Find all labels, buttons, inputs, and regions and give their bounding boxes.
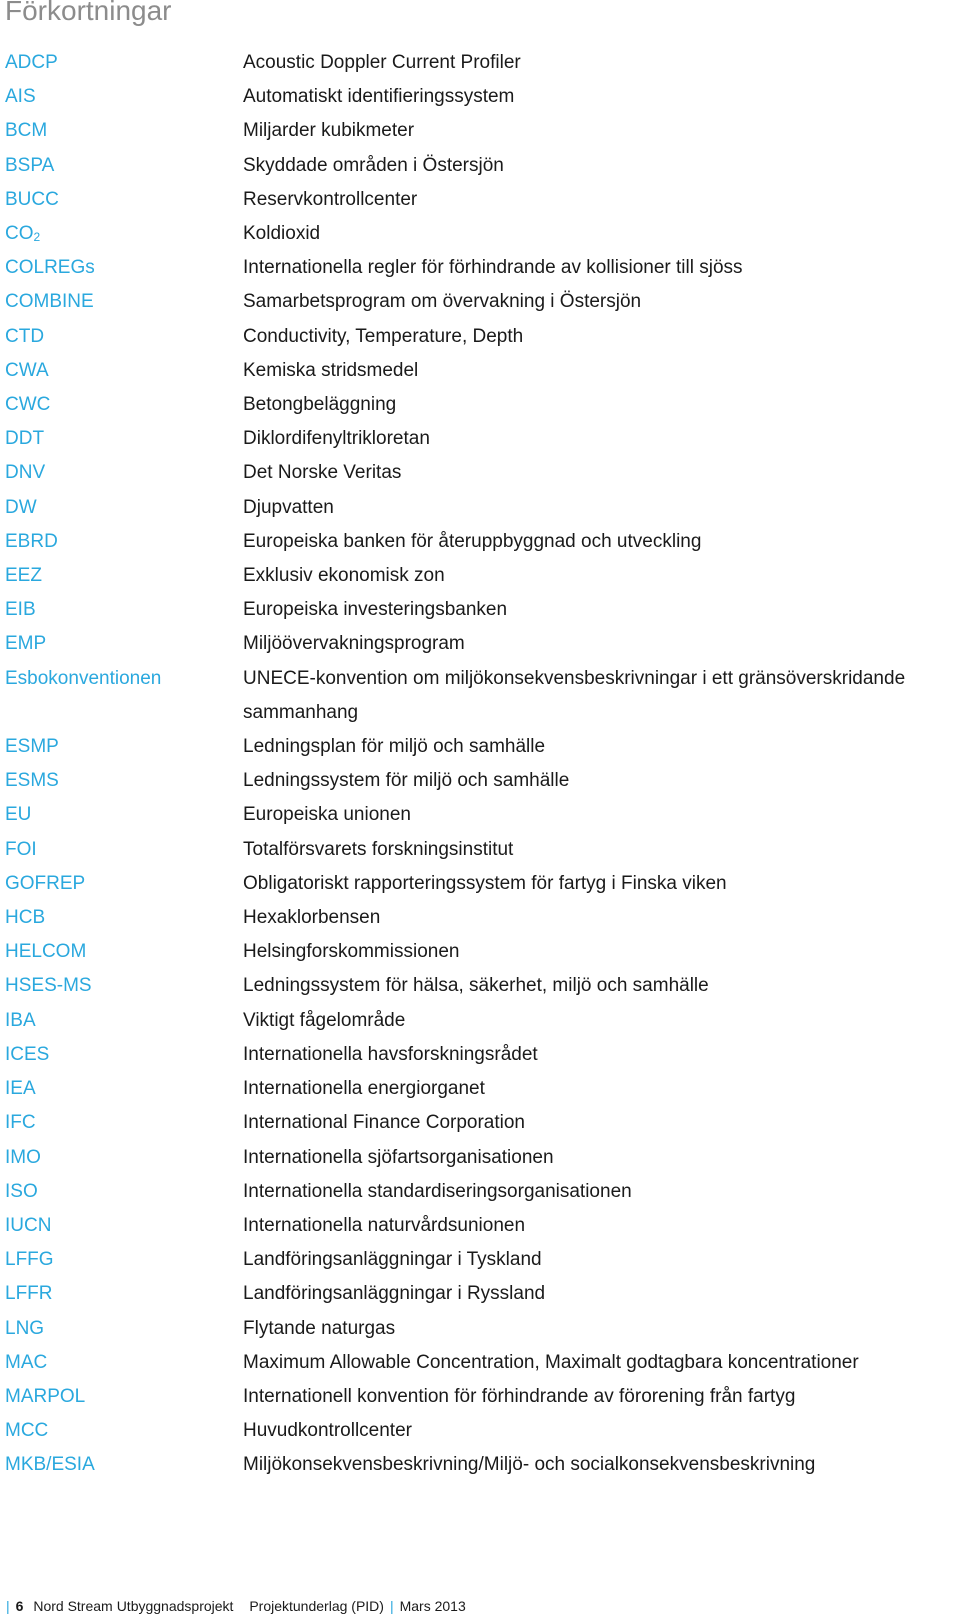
abbreviation-term: HCB (5, 907, 46, 929)
abbreviation-term: COLREGs (5, 257, 95, 279)
abbreviation-definition: Koldioxid (243, 223, 321, 245)
page-title: Förkortningar (5, 0, 172, 26)
list-item (0, 183, 960, 217)
abbreviation-term: DDT (5, 428, 45, 450)
footer-project: Nord Stream (33, 1598, 113, 1614)
abbreviation-definition: Internationell konvention för förhindrande av förorening från fartyg (243, 1385, 796, 1407)
abbreviation-list (0, 46, 960, 1483)
list-item (0, 627, 960, 661)
abbreviation-term: LNG (5, 1317, 45, 1339)
list-item (0, 320, 960, 354)
abbreviation-definition: Internationella naturvårdsunionen (243, 1214, 526, 1236)
list-item (0, 593, 960, 627)
abbreviation-definition: Hexaklorbensen (243, 907, 381, 929)
list-item (0, 662, 960, 730)
abbreviation-definition: Internationella energiorganet (243, 1078, 485, 1100)
list-item (0, 833, 960, 867)
abbreviation-term: EIB (5, 599, 36, 621)
list-item (0, 1175, 960, 1209)
list-item (0, 422, 960, 456)
list-item (0, 1141, 960, 1175)
abbreviation-term: MCC (5, 1420, 49, 1442)
list-item (0, 388, 960, 422)
abbreviation-definition: Europeiska banken för återuppbyggnad och utveckling (243, 530, 702, 552)
abbreviation-term: GOFREP (5, 872, 86, 894)
abbreviation-definition: Automatiskt identifieringssystem (243, 86, 515, 108)
footer-project-sub: Utbyggnadsprojekt (116, 1598, 234, 1614)
abbreviation-definition: UNECE-konvention om miljökonsekvensbeskrivningar i ett gränsöverskridande sammanhang (243, 667, 906, 723)
abbreviation-definition: Exklusiv ekonomisk zon (243, 565, 445, 587)
abbreviation-term: ISO (5, 1180, 38, 1202)
list-item (0, 867, 960, 901)
list-item (0, 1004, 960, 1038)
abbreviation-term: MARPOL (5, 1385, 86, 1407)
abbreviation-term: EMP (5, 633, 47, 655)
abbreviation-term: ICES (5, 1043, 50, 1065)
abbreviation-term: FOI (5, 838, 37, 860)
abbreviation-definition: Ledningssystem för hälsa, säkerhet, miljö och samhälle (243, 975, 709, 997)
abbreviation-term: DW (5, 496, 37, 518)
footer-document: Projektunderlag (PID) (249, 1598, 384, 1614)
abbreviation-definition: Diklordifenyltrikloretan (243, 428, 430, 450)
abbreviation-term: EU (5, 804, 32, 826)
list-item (0, 525, 960, 559)
abbreviation-definition: Ledningsplan för miljö och samhälle (243, 736, 546, 758)
abbreviation-definition: Det Norske Veritas (243, 462, 402, 484)
footer-divider: | (389, 1598, 394, 1614)
abbreviation-term: DNV (5, 462, 46, 484)
abbreviation-term: LFFG (5, 1249, 54, 1271)
list-item (0, 114, 960, 148)
abbreviation-definition: Landföringsanläggningar i Tyskland (243, 1249, 542, 1271)
list-item (0, 285, 960, 319)
abbreviation-term: CWC (5, 394, 51, 416)
abbreviation-definition: Europeiska unionen (243, 804, 411, 826)
page-footer (0, 1597, 466, 1615)
list-item (0, 46, 960, 80)
list-item (0, 1346, 960, 1380)
abbreviation-definition: Conductivity, Temperature, Depth (243, 325, 524, 347)
abbreviation-definition: Obligatoriskt rapporteringssystem för fartyg i Finska viken (243, 872, 727, 894)
abbreviation-definition: Betongbeläggning (243, 394, 397, 416)
abbreviation-definition: Flytande naturgas (243, 1317, 396, 1339)
list-item (0, 901, 960, 935)
list-item (0, 764, 960, 798)
abbreviation-term: Esbokonventionen (5, 667, 162, 689)
abbreviation-term: HELCOM (5, 941, 87, 963)
abbreviation-definition: Internationella regler för förhindrande av kollisioner till sjöss (243, 257, 743, 279)
abbreviation-definition: Internationella sjöfartsorganisationen (243, 1146, 554, 1168)
abbreviation-term: $CO_2$ (5, 223, 41, 245)
abbreviation-term: BCM (5, 120, 48, 142)
abbreviation-definition: Djupvatten (243, 496, 334, 518)
abbreviation-definition: Skyddade områden i Östersjön (243, 154, 504, 176)
footer-divider: | (6, 1598, 10, 1614)
footer-date: Mars 2013 (399, 1598, 466, 1614)
abbreviation-term: MKB/ESIA (5, 1454, 95, 1476)
list-item (0, 354, 960, 388)
abbreviation-definition: Maximum Allowable Concentration, Maximalt godtagbara koncentrationer (243, 1351, 859, 1373)
abbreviation-definition: Acoustic Doppler Current Profiler (243, 52, 521, 73)
abbreviation-term: COMBINE (5, 291, 94, 313)
abbreviation-term: IBA (5, 1009, 36, 1031)
abbreviation-term: MAC (5, 1351, 48, 1373)
list-item (0, 1380, 960, 1414)
abbreviation-term: IFC (5, 1112, 36, 1134)
abbreviation-definition: Miljarder kubikmeter (243, 120, 415, 142)
abbreviation-definition: Huvudkontrollcenter (243, 1420, 412, 1442)
abbreviation-definition: International Finance Corporation (243, 1112, 526, 1134)
list-item (0, 559, 960, 593)
abbreviation-term: IUCN (5, 1214, 52, 1236)
list-item (0, 491, 960, 525)
list-item (0, 456, 960, 490)
list-item (0, 217, 960, 251)
list-item (0, 1106, 960, 1140)
abbreviation-term: CWA (5, 359, 49, 381)
abbreviation-term: BSPA (5, 154, 55, 176)
abbreviation-term: HSES-MS (5, 975, 92, 997)
list-item (0, 251, 960, 285)
abbreviation-definition: Miljöövervakningsprogram (243, 633, 465, 655)
list-item (0, 149, 960, 183)
abbreviation-definition: Europeiska investeringsbanken (243, 599, 508, 621)
abbreviation-definition: Reservkontrollcenter (243, 188, 418, 210)
list-item (0, 935, 960, 969)
abbreviation-term: ADCP (5, 52, 58, 73)
list-item (0, 1209, 960, 1243)
abbreviation-term: LFFR (5, 1283, 53, 1305)
abbreviation-term: AIS (5, 86, 36, 108)
abbreviation-term: EEZ (5, 565, 42, 587)
abbreviation-term: CTD (5, 325, 45, 347)
abbreviation-definition: Ledningssystem för miljö och samhälle (243, 770, 570, 792)
list-item (0, 1414, 960, 1448)
list-item (0, 1072, 960, 1106)
list-item (0, 1243, 960, 1277)
abbreviation-definition: Kemiska stridsmedel (243, 359, 419, 381)
list-item (0, 1312, 960, 1346)
abbreviation-term: BUCC (5, 188, 59, 210)
abbreviation-term: IEA (5, 1078, 36, 1100)
abbreviation-term: ESMS (5, 770, 59, 792)
abbreviation-definition: Helsingforskommissionen (243, 941, 460, 963)
list-item (0, 80, 960, 114)
abbreviation-definition: Miljökonsekvensbeskrivning/Miljö- och socialkonsekvensbeskrivning (243, 1454, 816, 1476)
page-number: 6 (15, 1598, 24, 1614)
abbreviation-definition: Landföringsanläggningar i Ryssland (243, 1283, 546, 1305)
abbreviation-term: EBRD (5, 530, 58, 552)
abbreviation-definition: Internationella standardiseringsorganisationen (243, 1180, 632, 1202)
abbreviation-term: IMO (5, 1146, 41, 1168)
abbreviation-term: ESMP (5, 736, 59, 758)
abbreviation-definition: Viktigt fågelområde (243, 1009, 406, 1031)
list-item (0, 1038, 960, 1072)
abbreviation-definition: Totalförsvarets forskningsinstitut (243, 838, 514, 860)
abbreviation-definition: Samarbetsprogram om övervakning i Östersjön (243, 291, 642, 313)
list-item (0, 798, 960, 832)
abbreviation-definition: Internationella havsforskningsrådet (243, 1043, 538, 1065)
list-item (0, 1277, 960, 1311)
list-item (0, 730, 960, 764)
list-item (0, 1448, 960, 1482)
list-item (0, 969, 960, 1003)
